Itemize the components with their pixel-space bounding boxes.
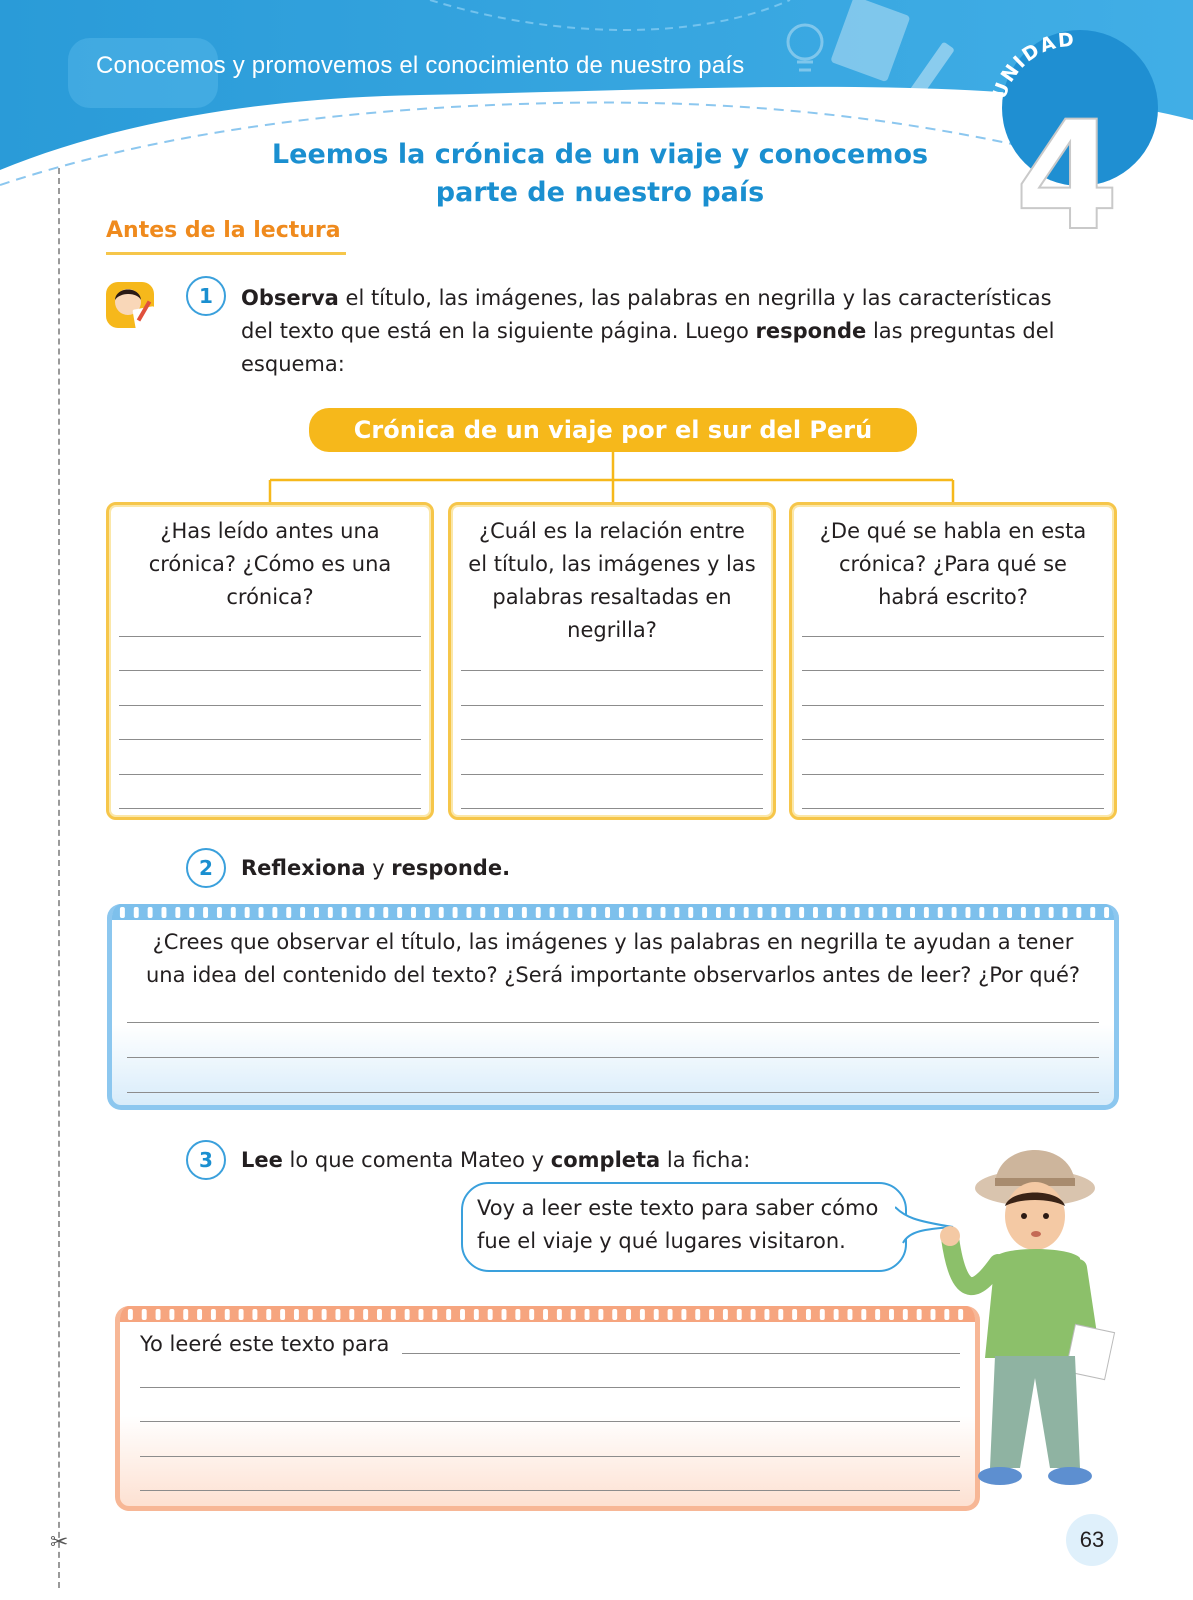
writing-line[interactable] — [461, 705, 763, 706]
reflection-box — [107, 904, 1119, 1110]
question-box-3 — [789, 502, 1117, 820]
writing-line[interactable] — [461, 670, 763, 671]
notebook-rings — [112, 904, 1114, 920]
unit-badge — [985, 30, 1165, 230]
cut-line — [58, 168, 60, 1588]
activity-3-instruction: Lee lo que comenta Mateo y completa la ficha: — [241, 1148, 751, 1172]
writing-line[interactable] — [119, 808, 421, 809]
speech-bubble — [461, 1182, 907, 1272]
question-3-text: ¿De qué se habla en esta crónica? ¿Para qué se habrá escrito? — [819, 519, 1087, 609]
activity-1-number: 1 — [186, 276, 226, 316]
question-box-2 — [448, 502, 776, 820]
question-1-text: ¿Has leído antes una crónica? ¿Cómo es una crónica? — [148, 519, 392, 609]
writing-line[interactable] — [461, 808, 763, 809]
writing-line[interactable] — [140, 1421, 960, 1422]
writing-line[interactable] — [402, 1353, 960, 1354]
writing-line[interactable] — [119, 739, 421, 740]
activity-2-instruction: Reflexiona y responde. — [241, 856, 511, 880]
activity-1-instruction: Observa el título, las imágenes, las palabras en negrilla y las características del texto que está en la siguiente página. Luego responde las preguntas del esquema: — [241, 286, 1055, 376]
girl-writing-icon — [104, 278, 162, 332]
question-2-text: ¿Cuál es la relación entre el título, las imágenes y las palabras resaltadas en negrilla? — [468, 519, 756, 642]
page-number: 63 — [1066, 1514, 1118, 1566]
section-underline — [106, 252, 346, 255]
writing-line[interactable] — [140, 1387, 960, 1388]
lesson-title-line1: Leemos la crónica de un viaje y conocemos — [271, 139, 929, 170]
speech-text: Voy a leer este texto para saber cómo fue el viaje y qué lugares visitaron. — [477, 1196, 879, 1253]
unit-number: 4 — [1014, 90, 1120, 230]
lesson-title — [200, 136, 1000, 212]
diagram-title: Crónica de un viaje por el sur del Perú — [309, 408, 917, 452]
writing-line[interactable] — [461, 739, 763, 740]
section-heading: Antes de la lectura — [106, 218, 341, 243]
lesson-title-line2: parte de nuestro país — [435, 177, 765, 208]
writing-line[interactable] — [127, 1092, 1099, 1093]
writing-line[interactable] — [802, 774, 1104, 775]
activity-3-number: 3 — [186, 1140, 226, 1180]
header-title: Conocemos y promovemos el conocimiento de nuestro país — [96, 52, 745, 79]
activity-2-number: 2 — [186, 848, 226, 888]
writing-line[interactable] — [127, 1022, 1099, 1023]
unit-label: UNIDAD — [988, 30, 1077, 102]
question-box-1 — [106, 502, 434, 820]
writing-line[interactable] — [127, 1057, 1099, 1058]
writing-line[interactable] — [802, 636, 1104, 637]
writing-line[interactable] — [119, 636, 421, 637]
notebook-rings — [120, 1306, 975, 1322]
writing-line[interactable] — [119, 705, 421, 706]
ficha-prompt: Yo leeré este texto para — [140, 1332, 390, 1356]
writing-line[interactable] — [461, 774, 763, 775]
scissors-icon: ✂ — [50, 1530, 69, 1555]
writing-line[interactable] — [140, 1456, 960, 1457]
mateo-illustration — [940, 1128, 1120, 1528]
writing-line[interactable] — [802, 808, 1104, 809]
writing-line[interactable] — [140, 1490, 960, 1491]
reflection-question: ¿Crees que observar el título, las imágenes y las palabras en negrilla te ayudan a tener una idea del contenido del texto? ¿Será importante observarlos antes de leer? ¿Por qué? — [145, 930, 1081, 987]
writing-line[interactable] — [802, 739, 1104, 740]
writing-line[interactable] — [802, 705, 1104, 706]
writing-line[interactable] — [119, 774, 421, 775]
writing-line[interactable] — [119, 670, 421, 671]
ficha-box — [115, 1306, 980, 1511]
writing-line[interactable] — [802, 670, 1104, 671]
